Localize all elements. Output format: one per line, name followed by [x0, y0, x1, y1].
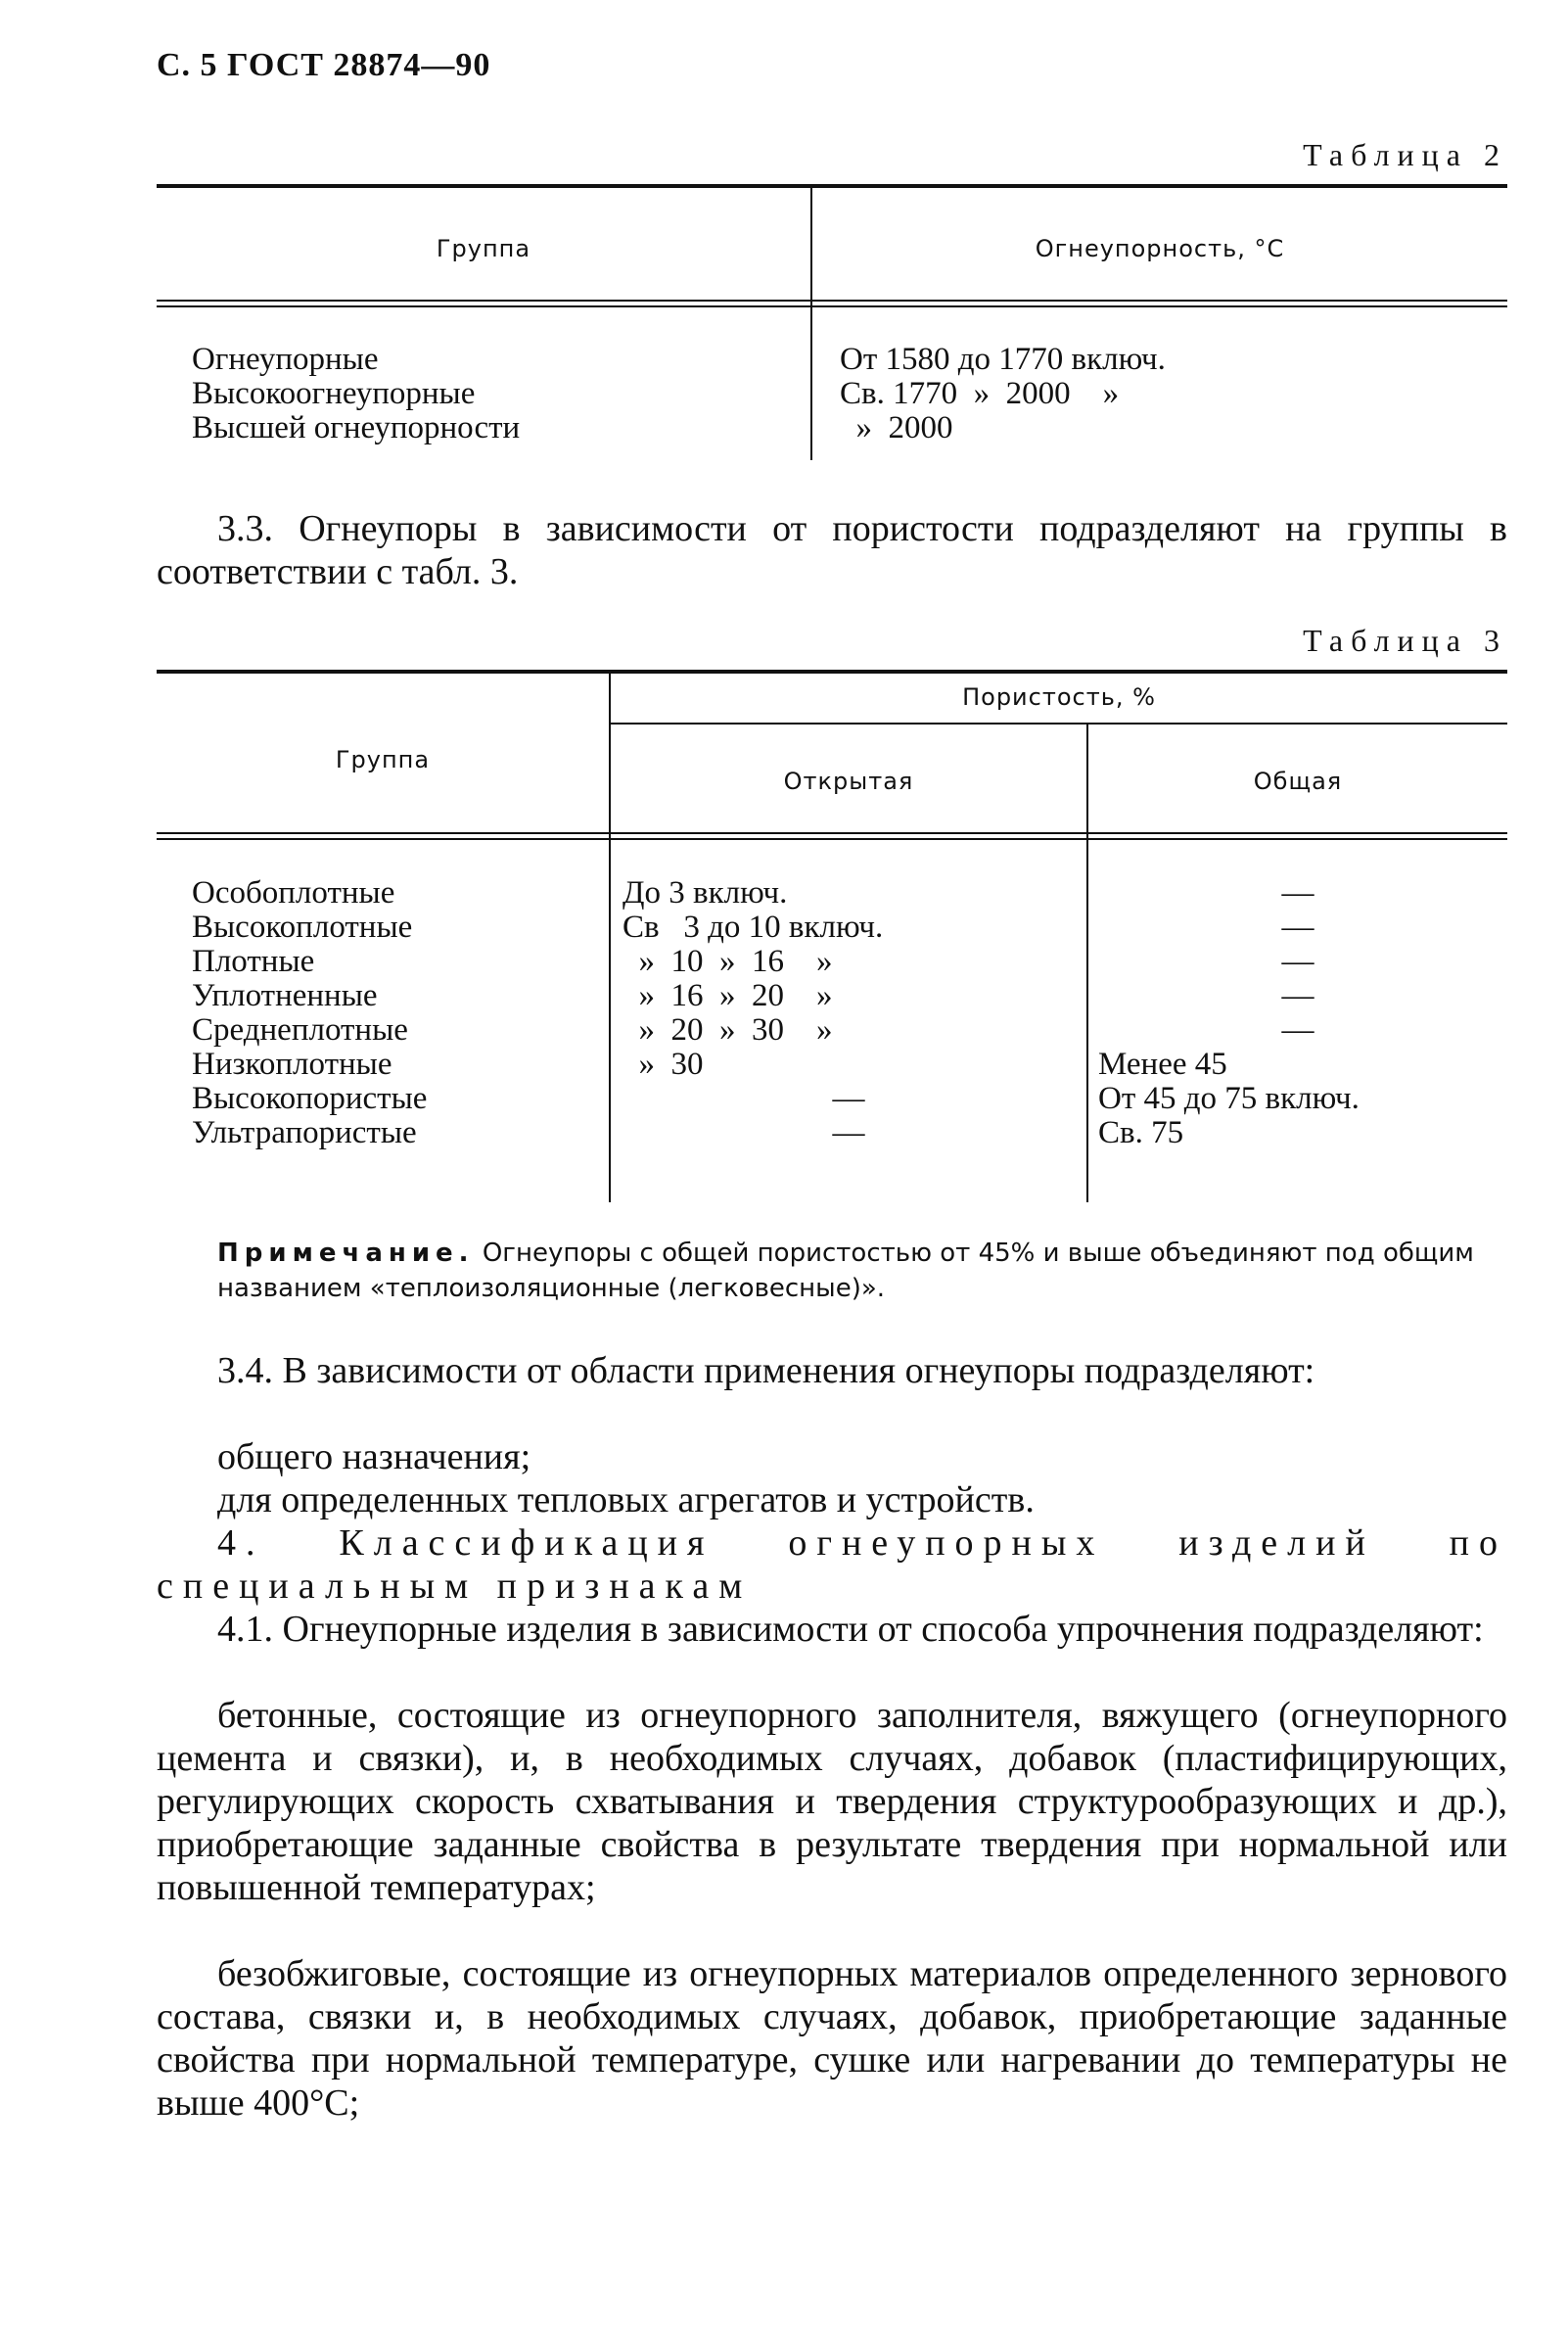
table3-group-cell: Высокоплотные [192, 910, 413, 945]
paragraph-4-1: 4.1. Огнеупорные изделия в зависимости от способа упрочнения подразделяют: [217, 1609, 1484, 1650]
paragraph-4-1-concrete: бетонные, состоящие из огнеупорного заполнителя, вяжущего (огнеупорного цемента и связки), и, в необходимых случаях, добавок (пластифицирующих, регулирующих скорость схватывания и твердения структурообразующих и др.), приобретающие заданные свойства в результате твердения при нормальной или повышенной температурах; [157, 1695, 1507, 1908]
table3-group-cell: Ультрапористые [192, 1115, 417, 1150]
table3-group-cell: Плотные [192, 944, 315, 979]
table2-header-refractoriness: Огнеупорность, °С [1035, 235, 1285, 262]
table2-header-group: Группа [436, 235, 531, 262]
table3-header-total: Общая [1253, 768, 1343, 795]
table3-top-rule [157, 670, 1507, 674]
table3-open-cell: До 3 включ. [623, 875, 788, 911]
table2-caption: Таблица 2 [1303, 137, 1507, 172]
paragraph-3-3: 3.3. Огнеупоры в зависимости от пористости подразделяют на группы в соответствии с табл. 3. [157, 508, 1507, 592]
table2-value-cell: От 1580 до 1770 включ. [840, 342, 1166, 377]
table3-total-cell: — [1281, 978, 1314, 1013]
section-4-heading: 4. Классификация огнеупорных изделий по специальным признакам [157, 1522, 1507, 1607]
table3-total-cell: — [1281, 875, 1314, 911]
table2-group-cell: Высокоогнеупорные [192, 376, 476, 411]
table3-total-cell: — [1281, 944, 1314, 979]
table3-open-cell: » 20 » 30 » [623, 1012, 833, 1048]
paragraph-4-1-unfired: безобжиговые, состоящие из огнеупорных материалов определенного зернового состава, связки и, в необходимых случаях, добавок, приобретающие заданные свойства при нормальной температуре, сушке или нагревании до температуры не выше 400°С; [157, 1953, 1507, 2124]
table2-top-rule [157, 184, 1507, 188]
note-label: Примечание. [217, 1239, 475, 1268]
table3-open-cell: » 10 » 16 » [623, 944, 833, 979]
table3-header-group: Группа [335, 746, 431, 773]
table3-total-cell: От 45 до 75 включ. [1098, 1081, 1360, 1116]
paragraph-3-4: 3.4. В зависимости от области применения огнеупоры подразделяют: [217, 1350, 1315, 1391]
table3-group-cell: Среднеплотные [192, 1012, 408, 1048]
table3-open-cell: » 30 [623, 1047, 704, 1082]
table3-group-cell: Уплотненные [192, 978, 378, 1013]
table3-header-rule-2 [157, 838, 1507, 840]
list-item: общего назначения; [217, 1436, 531, 1477]
note-text: Огнеупоры с общей пористостью от 45% и выше объединяют под общим названием «теплоизоляционные (легковесные)». [217, 1239, 1474, 1303]
table3-group-cell: Особоплотные [192, 875, 395, 911]
table2-header-rule-2 [157, 305, 1507, 307]
table3-open-cell: Св 3 до 10 включ. [623, 910, 884, 945]
table3-open-cell: — [832, 1081, 865, 1116]
table3-group-cell: Низкоплотные [192, 1047, 392, 1082]
table3-header-open: Открытая [783, 768, 914, 795]
table3-total-cell: Св. 75 [1098, 1115, 1184, 1150]
table3-subheader-rule [611, 723, 1507, 725]
list-item: для определенных тепловых агрегатов и устройств. [217, 1479, 1035, 1520]
table3-caption: Таблица 3 [1303, 623, 1507, 658]
table3-open-cell: » 16 » 20 » [623, 978, 833, 1013]
table2-col-divider [810, 188, 812, 460]
table3-total-cell: Менее 45 [1098, 1047, 1227, 1082]
table3-group-cell: Высокопористые [192, 1081, 428, 1116]
table2-header-rule-1 [157, 300, 1507, 302]
table2-group-cell: Огнеупорные [192, 342, 379, 377]
table2-group-cell: Высшей огнеупорности [192, 410, 521, 445]
table3-header-porosity: Пористость, % [962, 683, 1156, 711]
table2-value-cell: Св. 1770 » 2000 » [840, 376, 1120, 411]
page-header: С. 5 ГОСТ 28874—90 [157, 47, 491, 83]
table2-value-cell: » 2000 [840, 410, 953, 445]
table3-header-rule-1 [157, 832, 1507, 834]
table3-open-cell: — [832, 1115, 865, 1150]
table3-total-cell: — [1281, 1012, 1314, 1048]
table3-note [217, 1236, 1507, 1306]
table3-total-cell: — [1281, 910, 1314, 945]
